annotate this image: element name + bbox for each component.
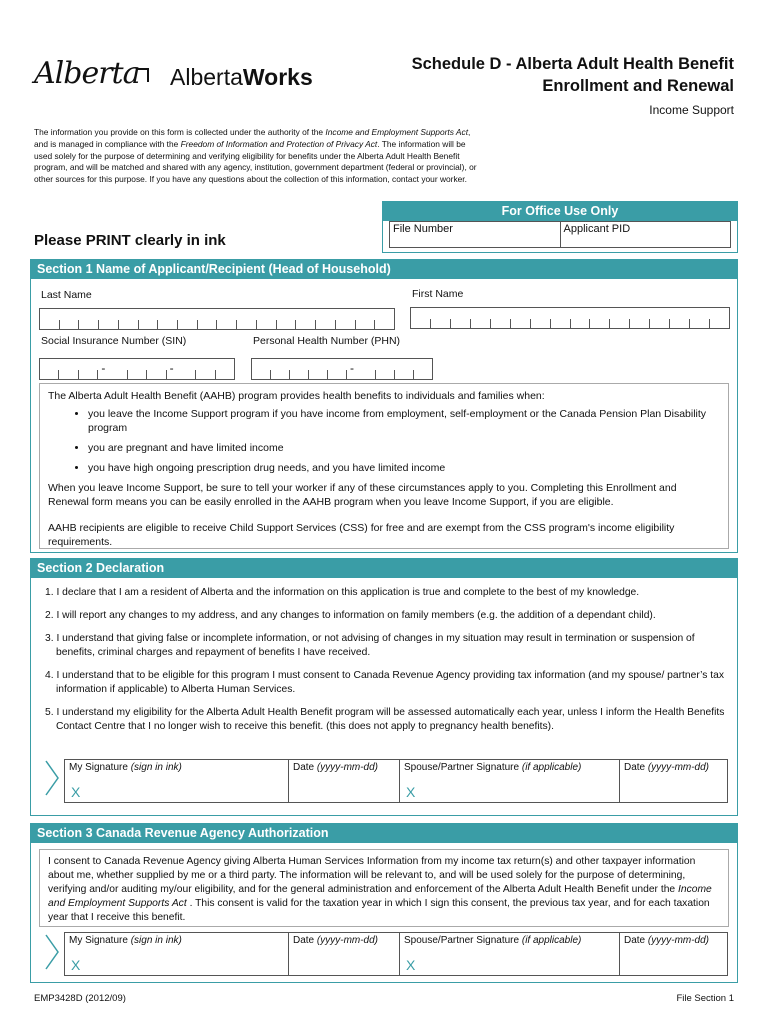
applicant-pid-field[interactable]: Applicant PID <box>560 222 731 247</box>
signature-x-mark: X <box>71 957 81 973</box>
cra-signature-row <box>64 932 728 976</box>
section-2 <box>30 558 738 816</box>
section-2-heading: Section 2 Declaration <box>31 559 737 578</box>
phn-input[interactable]: - <box>251 358 433 380</box>
spouse-date-field[interactable]: Date (yyyy-mm-dd) <box>619 933 727 975</box>
alberta-logo: Alberta <box>34 56 140 91</box>
list-item: • you are pregnant and have limited income <box>88 441 720 455</box>
section-1 <box>30 259 738 553</box>
last-name-input[interactable] <box>39 308 395 330</box>
section-3 <box>30 823 738 983</box>
signature-x-mark: X <box>406 784 416 800</box>
sign-here-arrow-icon <box>45 760 59 796</box>
declaration-item: 2. I will report any changes to my address, and any changes to information on family members (e.g. the addition of a dependant child). <box>45 610 656 621</box>
office-use-heading: For Office Use Only <box>383 202 737 221</box>
program-name: Income Support <box>649 103 734 117</box>
declaration-item: 3. I understand that giving false or incomplete information, or not advising of changes in my situation may result in termination or suspension of benefits, criminal charges and repayment of benefits I have received. <box>45 633 695 658</box>
list-item: • you have high ongoing prescription drug needs, and you have limited income <box>88 461 720 475</box>
form-code: EMP3428D (2012/09) <box>34 993 126 1004</box>
first-name-label: First Name <box>412 288 464 300</box>
file-number-field[interactable]: File Number <box>393 223 453 235</box>
applicant-date-field[interactable]: Date (yyyy-mm-dd) <box>288 760 399 802</box>
spouse-signature-field[interactable]: Spouse/Partner Signature (if applicable) X <box>399 760 619 802</box>
applicant-date-field[interactable]: Date (yyyy-mm-dd) <box>288 933 399 975</box>
spouse-date-field[interactable]: Date (yyyy-mm-dd) <box>619 760 727 802</box>
albertaworks-logo: AlbertaWorks <box>170 64 313 90</box>
aahb-info-box: The Alberta Adult Health Benefit (AAHB) program provides health benefits to individuals and families when: • you leave the Income Support program if you have income from employment, self-employment or the Canada Pension Plan Disability program • you are pregnant and have limited income • you have high ongoing prescription drug needs, and you have limited income When you leave Income Support, be sure to tell your worker if any of these circumstances apply to you. Completing this Enrollment and Renewal form means you can be easily enrolled in the AAHB program when you leave Income Support, if you are eligible. AAHB recipients are eligible to receive Child Support Services (CSS) for free and are exempt from the CSS program's income eligibility requirements. <box>39 383 729 549</box>
declaration-signature-row <box>64 759 728 803</box>
sin-input[interactable]: - - <box>39 358 235 380</box>
signature-x-mark: X <box>406 957 416 973</box>
alberta-logo-mark-icon <box>136 68 149 82</box>
last-name-label: Last Name <box>41 289 92 301</box>
office-use-box <box>382 201 738 253</box>
declaration-item: 1. I declare that I am a resident of Alberta and the information on this application is true and complete to the best of my knowledge. <box>45 587 640 598</box>
copy-label: File Section 1 <box>676 993 734 1004</box>
print-notice: Please PRINT clearly in ink <box>34 232 226 249</box>
applicant-signature-field[interactable]: My Signature (sign in ink) X <box>69 935 182 973</box>
sin-label: Social Insurance Number (SIN) <box>41 335 187 347</box>
aahb-criteria-list <box>48 407 720 475</box>
phn-label: Personal Health Number (PHN) <box>253 335 401 347</box>
applicant-signature-field[interactable]: My Signature (sign in ink) X <box>69 762 182 800</box>
section-3-heading: Section 3 Canada Revenue Agency Authorization <box>31 824 737 843</box>
declaration-list <box>45 586 727 743</box>
declaration-item: 5. I understand my eligibility for the Alberta Adult Health Benefit program will be assessed automatically each year, unless I inform the Health Benefits Contact Centre that I no longer wish to receive this benefit. (this does not apply to pregnancy health benefits). <box>45 707 725 732</box>
first-name-input[interactable] <box>410 307 730 329</box>
section-1-heading: Section 1 Name of Applicant/Recipient (Head of Household) <box>31 260 737 279</box>
form-title: Schedule D - Alberta Adult Health Benefit Enrollment and Renewal <box>411 55 734 95</box>
list-item: • you leave the Income Support program if you have income from employment, self-employment or the Canada Pension Plan Disability program <box>88 407 720 435</box>
declaration-item: 4. I understand that to be eligible for this program I must consent to Canada Revenue Agency providing tax information (and my spouse/ partner’s tax information if applicable) to Alberta Human Services. <box>45 670 725 695</box>
spouse-signature-field[interactable]: Spouse/Partner Signature (if applicable) X <box>399 933 619 975</box>
sign-here-arrow-icon <box>45 934 59 970</box>
privacy-notice: The information you provide on this form is collected under the authority of the Income and Employment Supports Act, and is managed in compliance with the Freedom of Information and Protection of Privacy Act. The information will be used solely for the purpose of determining and verifying eligibility for benefits under the Alberta Adult Health Benefit program, and will be matched and shared with any agency, institution, government department (federal or provincial), or other sources for this purpose. If you have any questions about the collection of this information, contact your worker. <box>34 127 477 185</box>
signature-x-mark: X <box>71 784 81 800</box>
cra-consent-text: I consent to Canada Revenue Agency giving Alberta Human Services Information from my income tax return(s) and other taxpayer information about me, whether supplied by me or a third party. The information will be relevant to, and will be used solely for the purpose of determining, verifying and/or auditing my/our eligibility, and for the general administration and enforcement of the Alberta Adult Health Benefit under the Income and Employment Supports Act . This consent is valid for the taxation year in which I sign this consent, the previous tax year, and for each taxation year that I receive this benefit. <box>39 849 729 927</box>
